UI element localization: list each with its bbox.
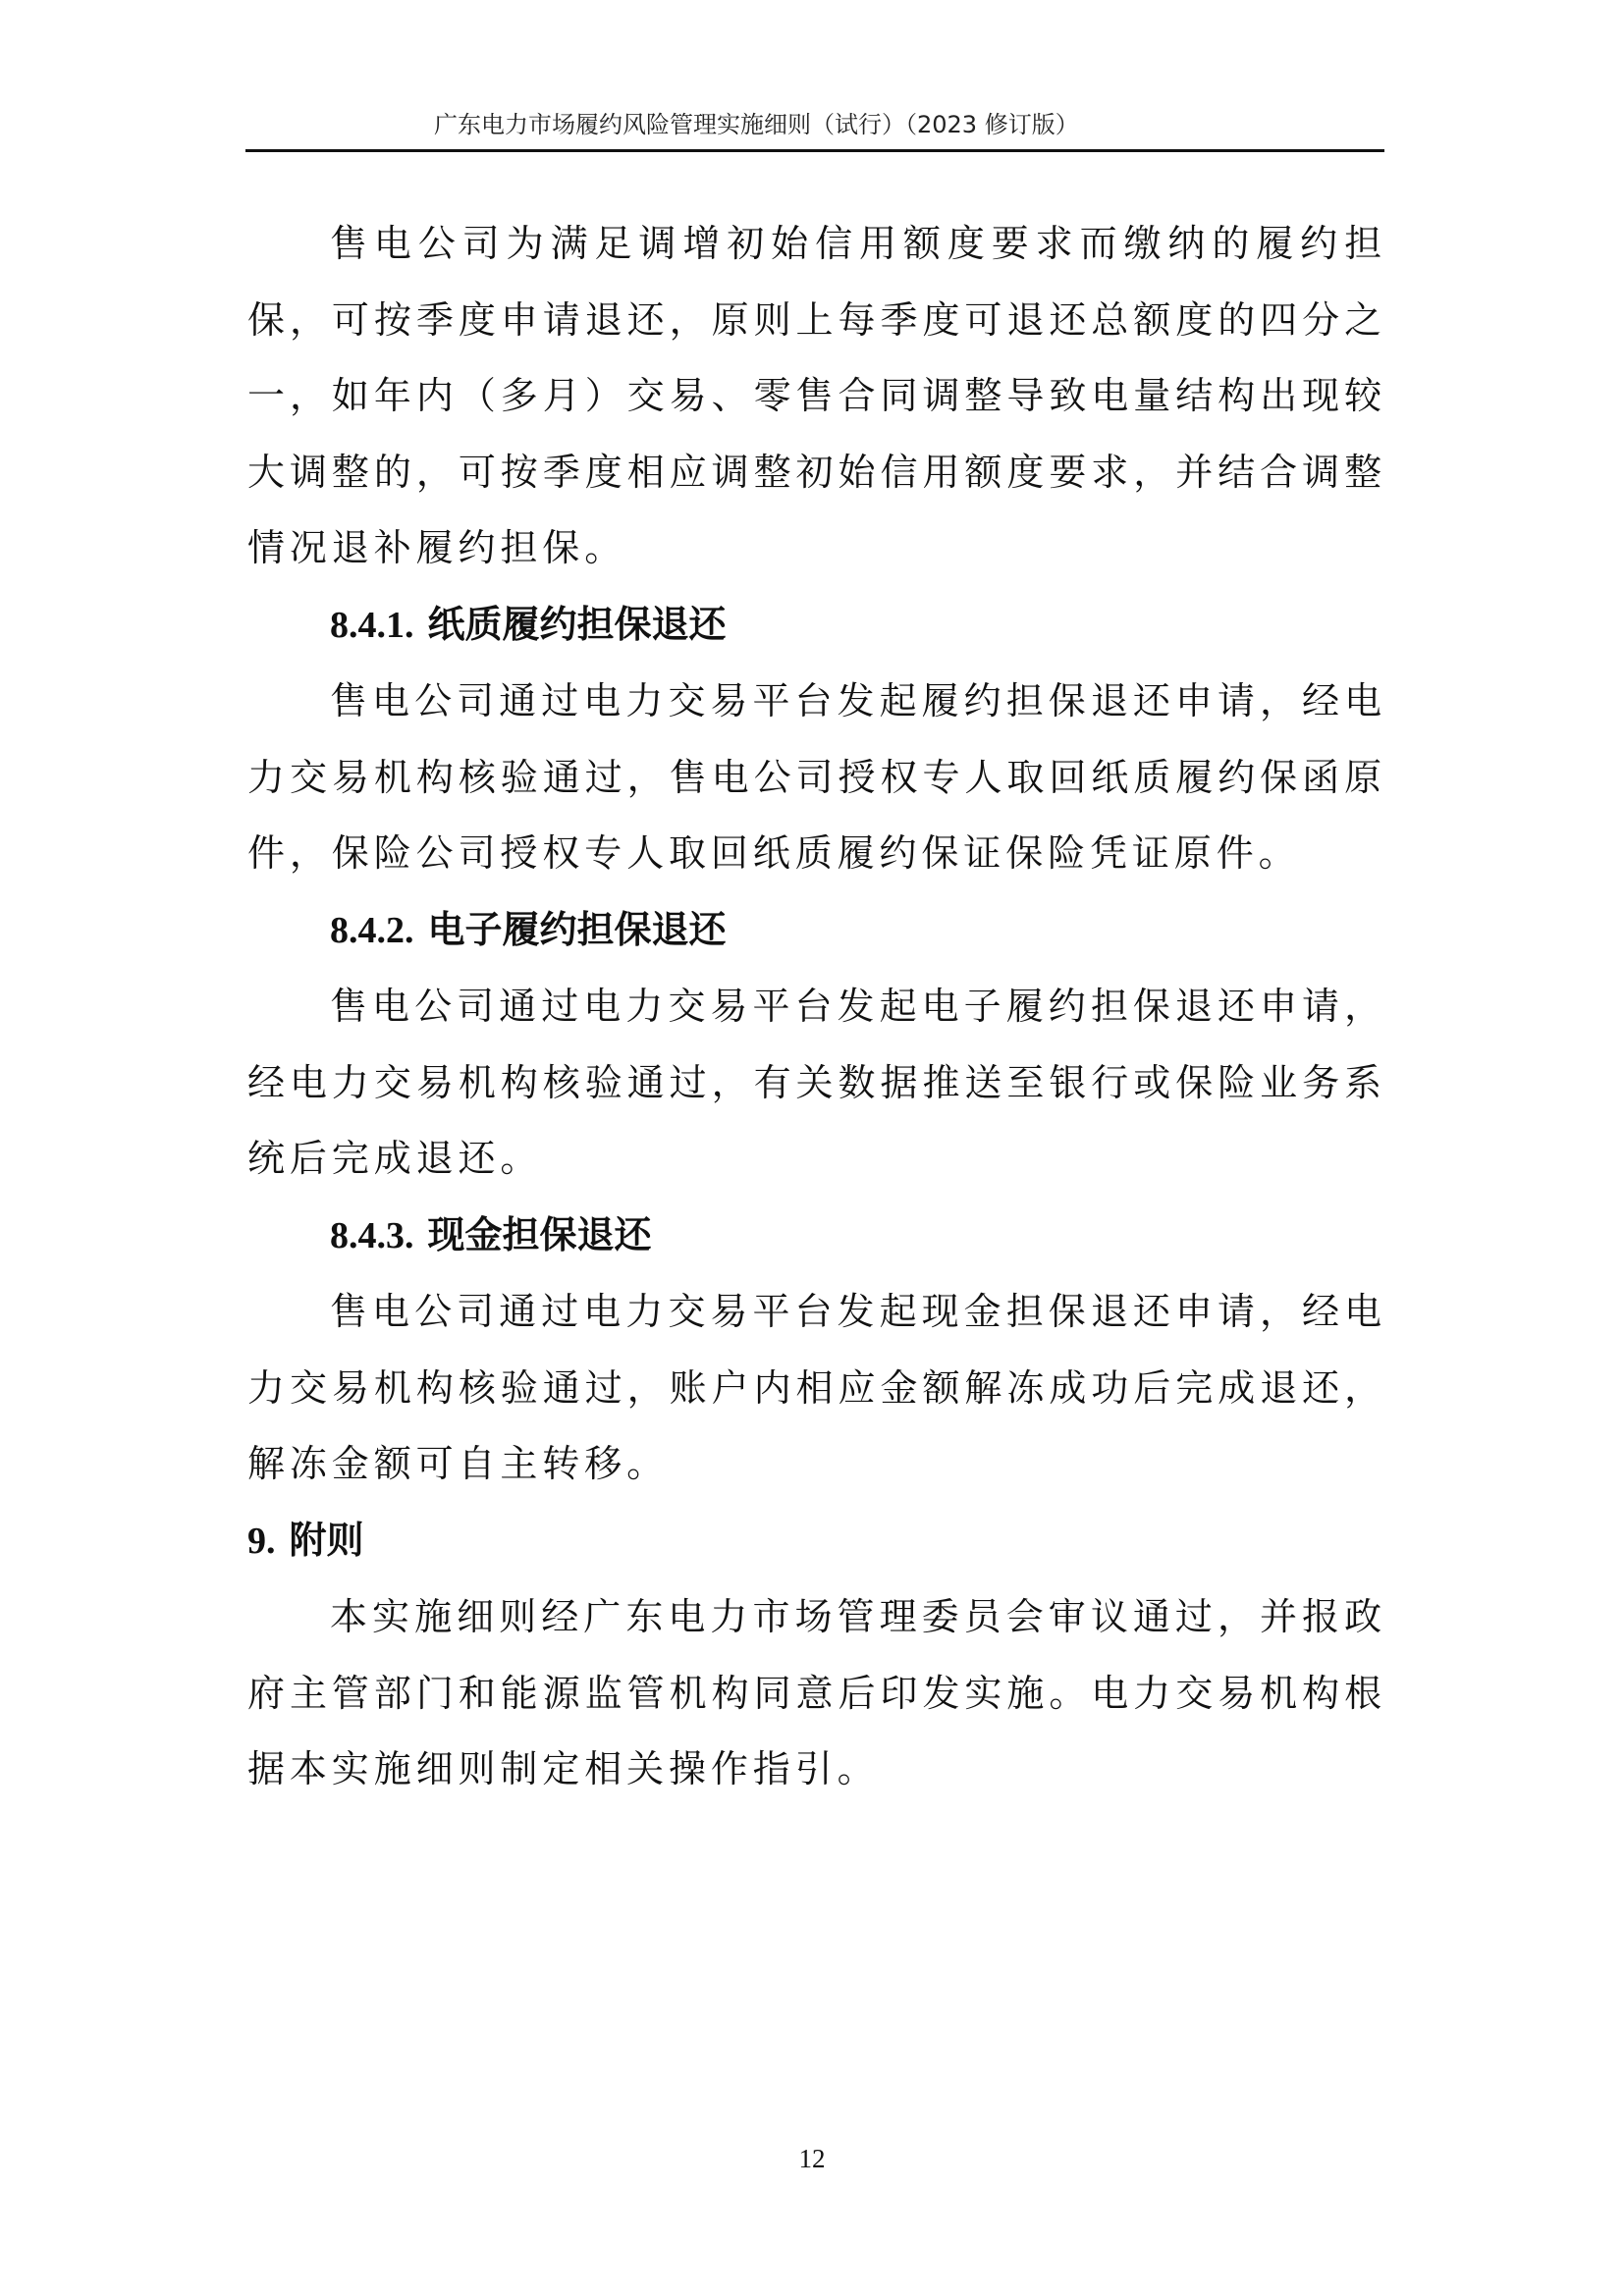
section-8-4-3 [247,1198,1386,1503]
section-number: 8.4.1. [330,604,414,646]
chapter-title: 附则 [289,1518,364,1562]
document-title: 广东电力市场履约风险管理实施细则（试行）（2023 修订版） [434,111,1079,138]
section-heading [247,1198,1386,1275]
section-title: 现金担保退还 [427,1212,652,1256]
chapter-9 [247,1503,1386,1808]
section-heading [247,892,1386,970]
chapter-paragraph: 本实施细则经广东电力市场管理委员会审议通过，并报政府主管部门和能源监管机构同意后印发实施。电力交易机构根据本实施细则制定相关操作指引。 [247,1595,1386,1790]
section-8-4-1 [247,587,1386,892]
section-8-4-2 [247,892,1386,1198]
section-number: 8.4.3. [330,1214,414,1256]
header-divider [245,149,1384,152]
section-paragraph: 售电公司通过电力交易平台发起现金担保退还申请，经电力交易机构核验通过，账户内相应金额解冻成功后完成退还，解冻金额可自主转移。 [247,1290,1386,1485]
page-number: 12 [798,2144,826,2173]
section-paragraph: 售电公司通过电力交易平台发起电子履约担保退还申请，经电力交易机构核验通过，有关数据推送至银行或保险业务系统后完成退还。 [247,985,1386,1180]
chapter-number: 9. [247,1520,276,1562]
intro-paragraph: 售电公司为满足调增初始信用额度要求而缴纳的履约担保，可按季度申请退还，原则上每季度可退还总额度的四分之一，如年内（多月）交易、零售合同调整导致电量结构出现较大调整的，可按季度相应调整初始信用额度要求，并结合调整情况退补履约担保。 [247,222,1386,569]
section-title: 电子履约担保退还 [427,907,727,951]
chapter-heading [247,1503,1386,1580]
section-paragraph: 售电公司通过电力交易平台发起履约担保退还申请，经电力交易机构核验通过，售电公司授权专人取回纸质履约保函原件，保险公司授权专人取回纸质履约保证保险凭证原件。 [247,679,1386,875]
section-title: 纸质履约担保退还 [427,602,727,646]
section-number: 8.4.2. [330,909,414,951]
section-heading [247,587,1386,665]
page-body [247,206,1386,1808]
